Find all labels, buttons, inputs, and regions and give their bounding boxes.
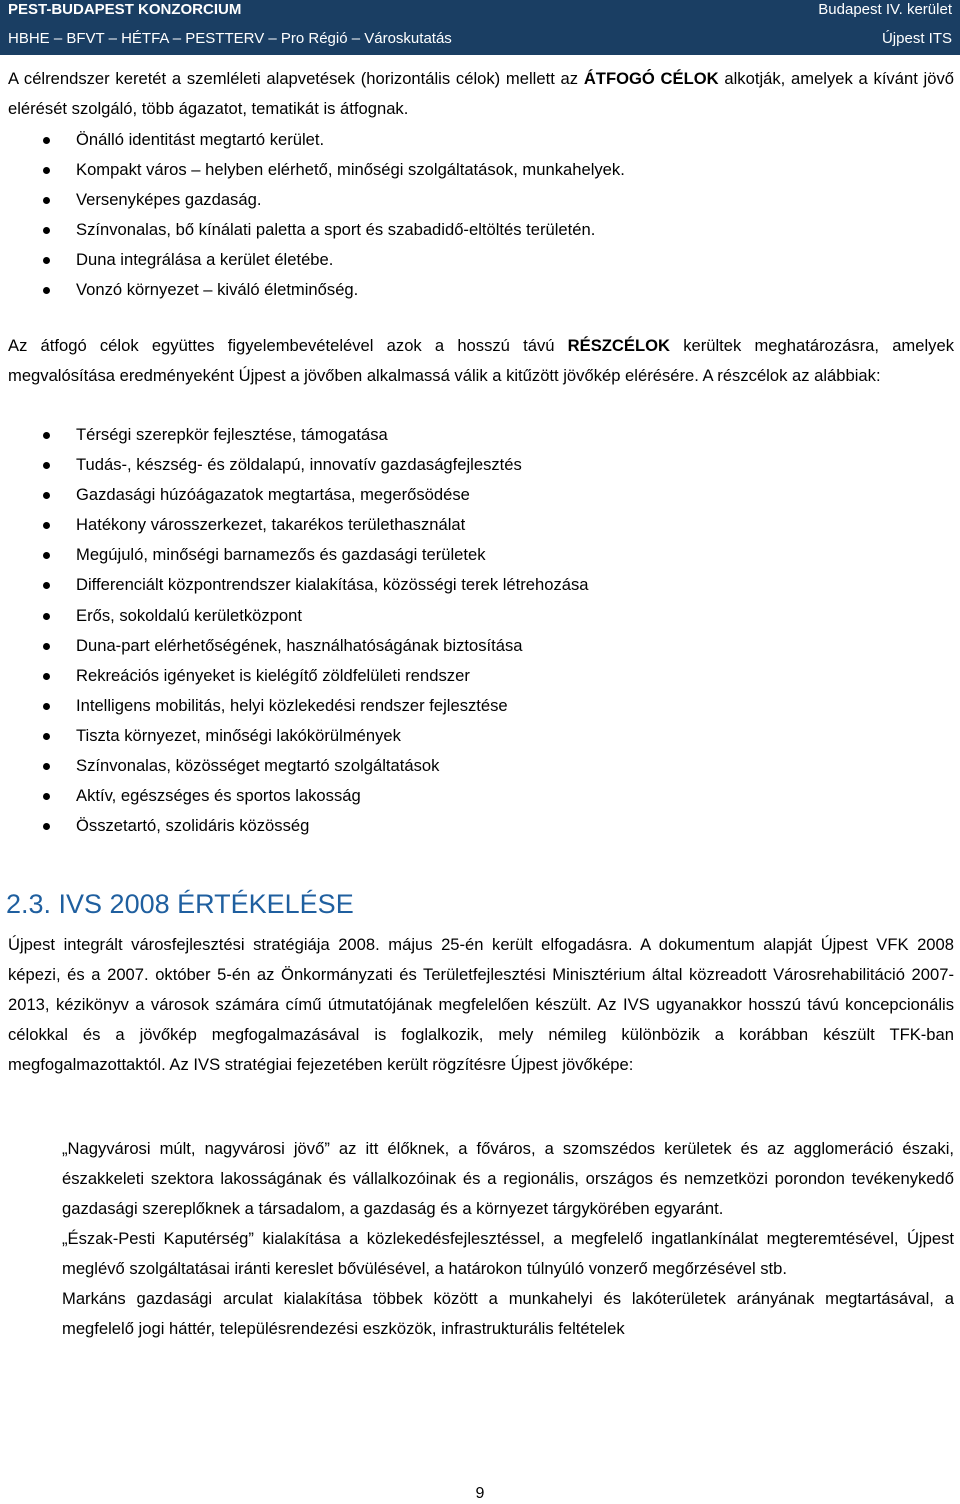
list-item-text: Rekreációs igényeket is kielégítő zöldfelületi rendszer (76, 665, 470, 685)
bullet-icon (43, 522, 50, 529)
overall-goals-list (8, 125, 954, 306)
partial-goal-item (8, 691, 954, 721)
list-item-text: Színvonalas, bő kínálati paletta a sport és szabadidő-eltöltés területén. (76, 220, 596, 240)
list-item-text: Vonzó környezet – kiváló életminőség. (76, 280, 359, 300)
vision-paragraph-3: Markáns gazdasági arculat kialakítása többek között a munkahelyi és lakóterületek arányának megtartásával, a megfelelő jogi háttér, településrendezési eszközök, infrastrukturális feltételek (62, 1289, 954, 1338)
bullet-icon (43, 673, 50, 680)
bullet-icon (43, 227, 50, 234)
bullet-icon (43, 432, 50, 439)
list-item-text: Intelligens mobilitás, helyi közlekedési rendszer fejlesztése (76, 695, 508, 715)
intro-paragraph (8, 64, 954, 124)
partial-goal-item (8, 450, 954, 480)
list-item-text: Differenciált központrendszer kialakítása, közösségi terek létrehozása (76, 575, 589, 595)
list-item-text: Erős, sokoldalú kerületközpont (76, 605, 302, 625)
list-item-text: Önálló identitást megtartó kerület. (76, 130, 325, 149)
list-item-text: Tudás-, készség- és zöldalapú, innovatív gazdaságfejlesztés (76, 455, 522, 475)
overall-goal-item (8, 275, 954, 305)
vision-paragraph-2: „Észak-Pesti Kaputérség” kialakítása a közlekedésfejlesztéssel, a megfelelő ingatlankínálat megteremtésével, Újpest meglévő szolgáltatásai iránti kereslet bővülésével, a határokon túlnyúló vonzerő megőrzésével stb. (62, 1229, 954, 1278)
partial-goal-item (8, 811, 954, 841)
bullet-icon (43, 167, 50, 174)
bullet-icon (43, 492, 50, 499)
list-item-text: Térségi szerepkör fejlesztése, támogatása (76, 425, 388, 444)
bullet-icon (43, 287, 50, 294)
intro-text-before: A célrendszer keretét a szemléleti alapvetések (horizontális célok) mellett az (8, 69, 584, 88)
bullet-icon (43, 733, 50, 740)
bullet-icon (43, 257, 50, 264)
vision-paragraph-1: „Nagyvárosi múlt, nagyvárosi jövő” az itt élőknek, a főváros, a szomszédos kerületek és az agglomeráció északi, északkeleti szektora lakosságának és vállalkozóinak és a regionális, országos és nemzetközi porondon tevékenykedő gazdasági szereplőknek a társadalom, a gazdaság és a környezet tárgykörében egyaránt. (62, 1139, 954, 1218)
partial-goal-item (8, 781, 954, 811)
list-item-text: Versenyképes gazdaság. (76, 190, 262, 210)
partial-bold-term: RÉSZCÉLOK (567, 336, 670, 355)
partial-goal-item (8, 510, 954, 540)
list-item-text: Megújuló, minőségi barnamezős és gazdasági területek (76, 545, 486, 565)
bullet-icon (43, 462, 50, 469)
list-item-text: Összetartó, szolidáris közösség (76, 816, 310, 836)
partial-goals-intro (8, 331, 954, 391)
intro-bold-term: ÁTFOGÓ CÉLOK (583, 69, 719, 88)
list-item-text: Duna integrálása a kerület életébe. (76, 250, 334, 270)
partial-goals-list (8, 420, 954, 841)
bullet-icon (43, 137, 50, 144)
partial-goal-item (8, 721, 954, 751)
header-district: Budapest IV. kerület (818, 1, 952, 18)
list-item-text: Duna-part elérhetőségének, használhatóságának biztosítása (76, 635, 523, 655)
page-header (0, 0, 960, 55)
bullet-icon (43, 793, 50, 800)
partial-goal-item (8, 631, 954, 661)
bullet-icon (43, 613, 50, 620)
list-item-text: Aktív, egészséges és sportos lakosság (76, 786, 361, 806)
partial-goal-item (8, 661, 954, 691)
bullet-icon (43, 552, 50, 559)
partial-goal-item (8, 570, 954, 600)
overall-goal-item (8, 185, 954, 215)
header-document: Újpest ITS (881, 30, 952, 47)
bullet-icon (43, 643, 50, 650)
partial-goal-item (8, 480, 954, 510)
header-partners: HBHE – BFVT – HÉTFA – PESTTERV – Pro Régió – Városkutatás (8, 30, 452, 47)
overall-goal-item (8, 125, 954, 155)
partial-goal-item (8, 601, 954, 631)
bullet-icon (43, 703, 50, 710)
overall-goal-item (8, 155, 954, 185)
overall-goal-item (8, 245, 954, 275)
overall-goal-item (8, 215, 954, 245)
bullet-icon (43, 197, 50, 204)
intro-text-after: alkotják, amelyek a kívánt jövő elérését szolgáló, több ágazatot, tematikát is átfognak. (8, 69, 954, 118)
bullet-icon (43, 823, 50, 830)
list-item-text: Kompakt város – helyben elérhető, minőségi szolgáltatások, munkahelyek. (76, 160, 625, 180)
section-heading: 2.3. IVS 2008 ÉRTÉKELÉSE (6, 889, 354, 919)
bullet-icon (43, 582, 50, 589)
section-paragraph (8, 930, 954, 1080)
list-item-text: Gazdasági húzóágazatok megtartása, megerősödése (76, 485, 470, 505)
vision-block (62, 1134, 954, 1344)
page-number: 9 (475, 1485, 485, 1502)
section-paragraph-text: Újpest integrált városfejlesztési stratégiája 2008. május 25-én került elfogadásra. A dokumentum alapját Újpest VFK 2008 képezi, és a 2007. október 5-én az Önkormányzati és Területfejlesztési Minisztérium által közreadott Városrehabilitáció 2007-2013, kézikönyv a városok számára című útmutatójának megfelelően készült. Az IVS ugyanakkor hosszú távú koncepcionális célokkal és a jövőkép megfogalmazásával is foglalkozik, mely némileg különbözik a korábban készült TFK-ban megfogalmazottaktól. Az IVS stratégiai fejezetében került rögzítésre Újpest jövőképe: (8, 935, 954, 1074)
partial-goal-item (8, 420, 954, 450)
list-item-text: Színvonalas, közösséget megtartó szolgáltatások (76, 756, 440, 776)
header-consortium: PEST-BUDAPEST KONZORCIUM (8, 1, 242, 18)
partial-text-after: kerültek meghatározásra, amelyek megvalósítása eredményeként Újpest a jövőben alkalmassá válik a kitűzött jövőkép elérésére. A részcélok az alábbiak: (8, 336, 954, 385)
partial-text-before: Az átfogó célok együttes figyelembevételével azok a hosszú távú (8, 336, 568, 355)
bullet-icon (43, 763, 50, 770)
list-item-text: Hatékony városszerkezet, takarékos területhasználat (76, 515, 466, 535)
list-item-text: Tiszta környezet, minőségi lakókörülmények (76, 725, 401, 745)
partial-goal-item (8, 540, 954, 570)
partial-goal-item (8, 751, 954, 781)
